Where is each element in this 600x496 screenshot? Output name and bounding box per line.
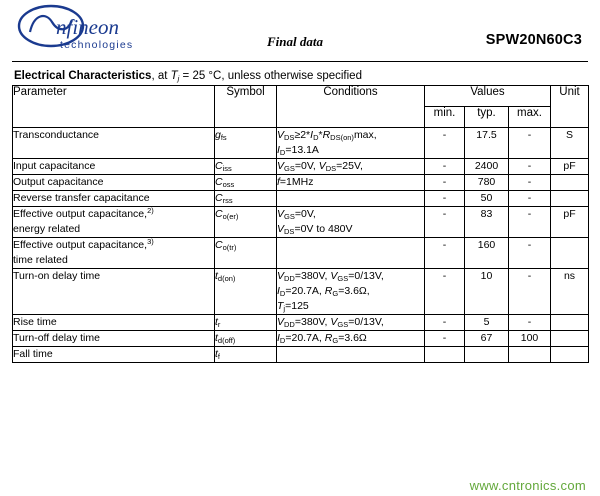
cell-parameter: Fall time	[13, 347, 215, 363]
cell-unit: ns	[551, 269, 589, 315]
cell-symbol: $t_f$	[215, 347, 277, 363]
cell-min: -	[425, 175, 465, 191]
section-title-bold: Electrical Characteristics	[14, 70, 152, 82]
cell-typ: 67	[465, 331, 509, 347]
cell-parameter: Turn-off delay time	[13, 331, 215, 347]
table-row	[13, 175, 589, 191]
col-parameter: Parameter	[13, 86, 215, 128]
cell-min: -	[425, 207, 465, 238]
cell-typ: 5	[465, 315, 509, 331]
cell-max: -	[509, 207, 551, 238]
table-body	[13, 128, 589, 363]
cell-min: -	[425, 191, 465, 207]
cell-typ: 160	[465, 238, 509, 269]
cell-parameter: Rise time	[13, 315, 215, 331]
cell-max: -	[509, 191, 551, 207]
cell-unit: S	[551, 128, 589, 159]
cell-conditions	[277, 191, 425, 207]
cell-conditions	[277, 238, 425, 269]
cell-conditions: $V_{DD}=380V$, $V_{GS}=0/13V$,	[277, 315, 425, 331]
electrical-characteristics-table	[12, 85, 589, 363]
cell-typ: 17.5	[465, 128, 509, 159]
cell-unit: pF	[551, 159, 589, 175]
cell-max	[509, 347, 551, 363]
cell-min: -	[425, 331, 465, 347]
part-number: SPW20N60C3	[485, 32, 582, 48]
cell-symbol: $t_{d(off)}$	[215, 331, 277, 347]
cell-parameter: Reverse transfer capacitance	[13, 191, 215, 207]
cell-symbol: $C_{rss}$	[215, 191, 277, 207]
cell-parameter: Turn-on delay time	[13, 269, 215, 315]
cell-unit	[551, 175, 589, 191]
cell-unit	[551, 315, 589, 331]
cell-symbol: $C_{iss}$	[215, 159, 277, 175]
cell-symbol: $C_{o(er)}$	[215, 207, 277, 238]
table-row	[13, 269, 589, 315]
cell-typ: 2400	[465, 159, 509, 175]
table-row	[13, 159, 589, 175]
cell-min: -	[425, 159, 465, 175]
table-row	[13, 347, 589, 363]
table-row	[13, 128, 589, 159]
col-min: min.	[425, 107, 465, 128]
section-title-symbol: $T_j$	[170, 70, 180, 83]
cell-min: -	[425, 269, 465, 315]
table-row	[13, 315, 589, 331]
cell-unit: pF	[551, 207, 589, 238]
cell-symbol: $t_{d(on)}$	[215, 269, 277, 315]
section-title-tail: = 25 °C, unless otherwise specified	[179, 70, 362, 82]
cell-max: -	[509, 315, 551, 331]
section-title-rest: , at	[151, 70, 171, 82]
page-header	[12, 0, 588, 62]
document-status-title: Final data	[267, 34, 323, 49]
cell-min: -	[425, 128, 465, 159]
cell-conditions: $V_{DD}=380V$, $V_{GS}=0/13V$, $I_D=20.7A$, $R_G=3.6\Omega$, $T_j=125$	[277, 269, 425, 315]
header-divider	[12, 61, 588, 62]
cell-max: -	[509, 159, 551, 175]
svg-text:technologies: technologies	[60, 39, 134, 51]
cell-min: -	[425, 315, 465, 331]
cell-parameter: Transconductance	[13, 128, 215, 159]
cell-unit	[551, 238, 589, 269]
cell-symbol: $t_r$	[215, 315, 277, 331]
cell-max: 100	[509, 331, 551, 347]
col-unit: Unit	[551, 86, 589, 128]
cell-parameter: Effective output capacitance,$^{3)}$ time related	[13, 238, 215, 269]
cell-typ: 780	[465, 175, 509, 191]
cell-conditions: f=1MHz	[277, 175, 425, 191]
cell-conditions: $I_D=20.7A$, $R_G=3.6\Omega$	[277, 331, 425, 347]
table-header-row-1	[13, 86, 589, 107]
cell-conditions: $V_{DS}\ge 2*I_D*R_{DS(on)}\max$, $I_D=13.1A$	[277, 128, 425, 159]
table-row	[13, 238, 589, 269]
cell-unit	[551, 191, 589, 207]
svg-text:nfineon: nfineon	[56, 15, 119, 39]
cell-unit	[551, 347, 589, 363]
watermark: www.cntronics.com	[469, 478, 586, 493]
cell-max: -	[509, 175, 551, 191]
cell-min	[425, 347, 465, 363]
col-max: max.	[509, 107, 551, 128]
cell-typ	[465, 347, 509, 363]
cell-symbol: $C_{oss}$	[215, 175, 277, 191]
table-row	[13, 207, 589, 238]
cell-typ: 50	[465, 191, 509, 207]
cell-parameter: Effective output capacitance,$^{2)}$ energy related	[13, 207, 215, 238]
cell-symbol: $g_{fs}$	[215, 128, 277, 159]
cell-max: -	[509, 238, 551, 269]
cell-conditions: $V_{GS}=0V$, $V_{DS}=25V$,	[277, 159, 425, 175]
col-values: Values	[425, 86, 551, 107]
cell-conditions: $V_{GS}=0V$, $V_{DS}=0V$ to 480V	[277, 207, 425, 238]
col-symbol: Symbol	[215, 86, 277, 128]
cell-symbol: $C_{o(tr)}$	[215, 238, 277, 269]
col-conditions: Conditions	[277, 86, 425, 128]
table-row	[13, 331, 589, 347]
cell-min: -	[425, 238, 465, 269]
cell-typ: 10	[465, 269, 509, 315]
cell-conditions	[277, 347, 425, 363]
cell-parameter: Output capacitance	[13, 175, 215, 191]
infineon-logo	[16, 4, 171, 56]
table-row	[13, 191, 589, 207]
col-typ: typ.	[465, 107, 509, 128]
cell-unit	[551, 331, 589, 347]
cell-max: -	[509, 269, 551, 315]
cell-parameter: Input capacitance	[13, 159, 215, 175]
section-title	[14, 67, 588, 85]
cell-typ: 83	[465, 207, 509, 238]
cell-max: -	[509, 128, 551, 159]
